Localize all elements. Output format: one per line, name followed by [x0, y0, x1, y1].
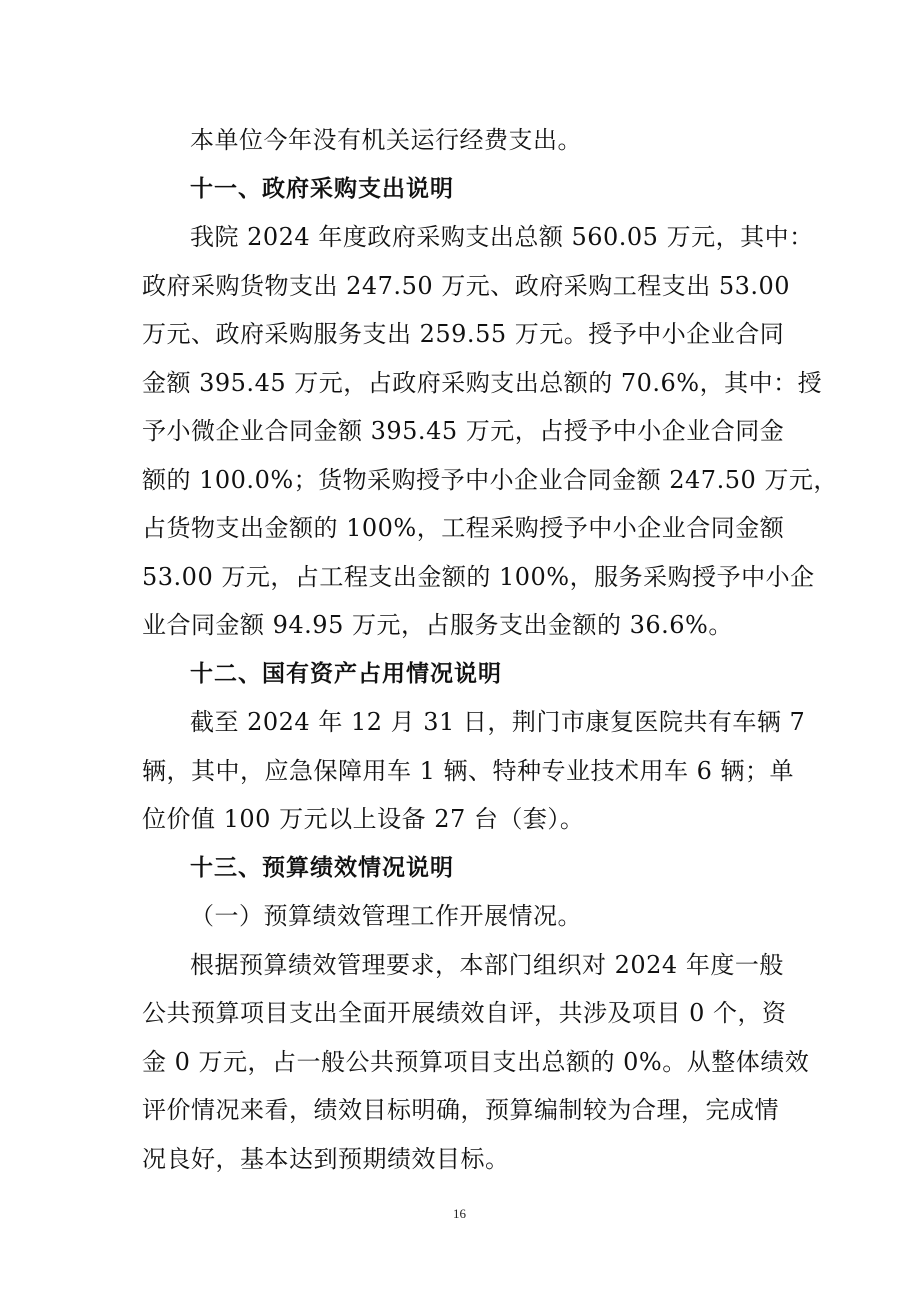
paragraph-line: 我院 2024 年度政府采购支出总额 560.05 万元，其中：: [190, 223, 814, 251]
section-heading-state-assets: 十二、国有资产占用情况说明: [190, 660, 502, 687]
section-heading-government-procurement: 十一、政府采购支出说明: [190, 175, 454, 202]
paragraph-line: 根据预算绩效管理要求，本部门组织对 2024 年度一般: [190, 950, 784, 979]
paragraph-line: 53.00 万元，占工程支出金额的 100%，服务采购授予中小企: [142, 562, 815, 591]
paragraph-line: 位价值 100 万元以上设备 27 台（套）。: [142, 805, 585, 833]
paragraph-line: 万元、政府采购服务支出 259.55 万元。授予中小企业合同: [142, 320, 785, 348]
paragraph-line: 业合同金额 94.95 万元，占服务支出金额的 36.6%。: [142, 611, 733, 639]
page-number: 16: [453, 1206, 466, 1221]
paragraph-line: 政府采购货物支出 247.50 万元、政府采购工程支出 53.00: [142, 271, 791, 300]
paragraph-line: 予小微企业合同金额 395.45 万元，占授予中小企业合同金: [142, 417, 785, 445]
paragraph-line: 占货物支出金额的 100%，工程采购授予中小企业合同金额: [142, 514, 785, 542]
paragraph-line: 额的 100.0%；货物采购授予中小企业合同金额 247.50 万元，: [142, 465, 838, 494]
paragraph-line: 评价情况来看，绩效目标明确，预算编制较为合理，完成情: [142, 1096, 779, 1124]
paragraph-line: 金额 395.45 万元，占政府采购支出总额的 70.6%，其中：授: [142, 368, 823, 397]
body-text: [142, 116, 838, 1183]
section-heading-budget-performance: 十三、预算绩效情况说明: [190, 854, 454, 881]
paragraph-line: 况良好，基本达到预期绩效目标。: [142, 1144, 510, 1173]
paragraph-line: 截至 2024 年 12 月 31 日，荆门市康复医院共有车辆 7: [190, 708, 806, 736]
paragraph-line: 公共预算项目支出全面开展绩效自评，共涉及项目 0 个，资: [142, 999, 787, 1027]
paragraph-line: 本单位今年没有机关运行经费支出。: [190, 126, 582, 154]
paragraph-line: 金 0 万元，占一般公共预算项目支出总额的 0%。从整体绩效: [142, 1047, 810, 1076]
paragraph-line: 辆，其中，应急保障用车 1 辆、特种专业技术用车 6 辆；单: [142, 756, 795, 785]
sub-heading-performance-management: （一）预算绩效管理工作开展情况。: [190, 902, 582, 930]
